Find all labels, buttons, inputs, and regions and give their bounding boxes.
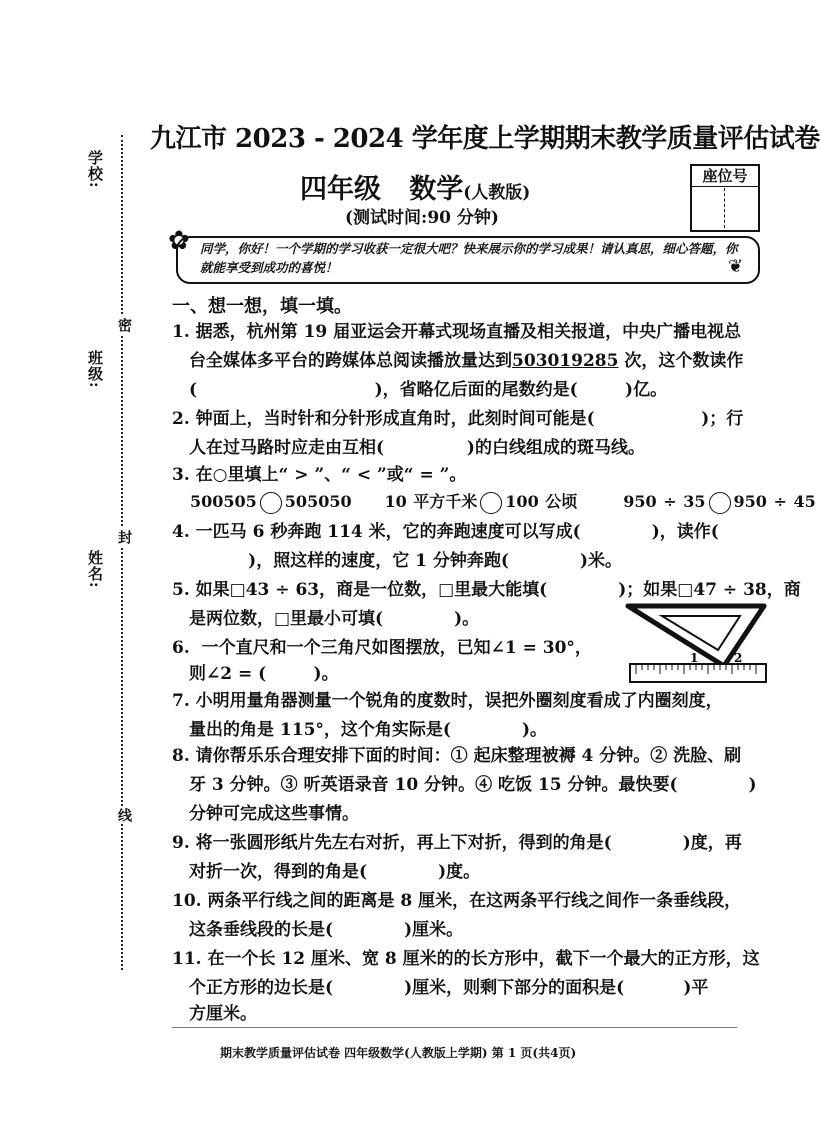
- compare-circle-3[interactable]: [709, 492, 731, 514]
- seal-mark-xian: 线: [116, 808, 132, 822]
- q5-line1[interactable]: 5. 如果□43 ÷ 63，商是一位数，□里最大能填( )；如果□47 ÷ 38，商: [172, 580, 801, 600]
- q6-line1: 6. 一个直尺和一个三角尺如图摆放，已知∠1 = 30°，: [172, 638, 592, 658]
- q8-line1: 8. 请你帮乐乐合理安排下面的时间：① 起床整理被褥 4 分钟。② 洗脸、刷: [172, 746, 742, 766]
- flower-icon: ✿: [168, 226, 190, 256]
- q1-text-a: 台全媒体多平台的跨媒体总阅读播放量达到: [189, 351, 512, 371]
- q3-a3: 950 ÷ 35: [623, 492, 706, 511]
- q3-b2: 100 公顷: [505, 492, 578, 511]
- leaf-icon: ❦: [728, 256, 744, 277]
- page-title: 九江市 2023 - 2024 学年度上学期期末教学质量评估试卷: [150, 124, 820, 154]
- q3-b3: 950 ÷ 45: [733, 492, 816, 511]
- test-time: (测试时间:90 分钟): [345, 208, 499, 228]
- q3-compare-row: [190, 489, 816, 514]
- q1-line2: [172, 347, 789, 376]
- class-label: 班级:: [86, 350, 104, 389]
- q8-line3: 分钟可完成这些事情。: [189, 804, 359, 824]
- angle-label-1: 1: [690, 651, 699, 665]
- angle-label-2: 2: [734, 651, 743, 665]
- q5-line2[interactable]: 是两位数，□里最小可填( )。: [189, 609, 480, 629]
- q3-line1: 3. 在○里填上“ > ”、“ < ”或“ = ”。: [172, 465, 467, 485]
- edition: (人教版): [463, 183, 531, 203]
- q3-b1: 505050: [284, 492, 352, 511]
- seat-label: 座位号: [692, 166, 758, 187]
- ruler-triangle-figure: [628, 604, 768, 686]
- q11-line1: 11. 在一个长 12 厘米、宽 8 厘米的的长方形中，截下一个最大的正方形，这: [172, 949, 760, 969]
- straight-ruler: [630, 664, 766, 682]
- q7-line2[interactable]: 量出的角是 115°，这个角实际是( )。: [189, 720, 548, 740]
- q3-a2: 10 平方千米: [384, 492, 478, 511]
- q7-line1: 7. 小明用量角器测量一个锐角的度数时，误把外圈刻度看成了内圈刻度，: [172, 691, 723, 711]
- compare-circle-2[interactable]: [480, 492, 502, 514]
- q9-line2[interactable]: 对折一次，得到的角是( )度。: [189, 862, 481, 882]
- q4-line1[interactable]: 4. 一匹马 6 秒奔跑 114 米，它的奔跑速度可以写成( )，读作(: [172, 522, 719, 542]
- q10-line2[interactable]: 这条垂线段的长是( )厘米。: [189, 920, 464, 940]
- seat-divider: [724, 188, 725, 228]
- q3-a1: 500505: [190, 492, 257, 511]
- subtitle: [300, 167, 530, 206]
- q2-line1[interactable]: 2. 钟面上，当时针和分针形成直角时，此刻时间可能是( )；行: [172, 409, 744, 429]
- section-title: 一、想一想，填一填。: [172, 296, 352, 317]
- name-label: 姓名:: [86, 550, 104, 589]
- q1-line3[interactable]: ( )，省略亿后面的尾数约是( )亿。: [189, 380, 668, 400]
- school-label: 学校:: [86, 150, 104, 189]
- q8-line2[interactable]: 牙 3 分钟。③ 听英语录音 10 分钟。④ 吃饭 15 分钟。最快要( ): [189, 775, 757, 795]
- q4-line2[interactable]: )，照这样的速度，它 1 分钟奔跑( )米。: [189, 551, 623, 571]
- q11-line3: 方厘米。: [189, 1004, 257, 1024]
- q2-line2[interactable]: 人在过马路时应走由互相( )的白线组成的斑马线。: [189, 438, 645, 458]
- banner-text: 同学，你好！一个学期的学习收获一定很大吧？快来展示你的学习成果！请认真思，细心答题，你就能享受到成功的喜悦！: [200, 241, 738, 275]
- seal-mark-mi: 密: [116, 318, 132, 332]
- compare-circle-1[interactable]: [260, 492, 282, 514]
- seal-mark-feng: 封: [116, 530, 132, 544]
- q1-number: 503019285: [512, 351, 619, 371]
- binding-dotted-line: [121, 135, 123, 970]
- page-footer: 期末教学质量评估试卷 四年级数学(人教版上学期) 第 1 页(共4页): [220, 1046, 577, 1060]
- q1-line1: 1. 据悉，杭州第 19 届亚运会开幕式现场直播及相关报道，中央广播电视总: [172, 322, 742, 342]
- footer-divider: [172, 1027, 737, 1028]
- q6-line2[interactable]: 则∠2 = ( )。: [189, 664, 339, 684]
- q9-line1[interactable]: 9. 将一张圆形纸片先左右对折，再上下对折，得到的角是( )度，再: [172, 833, 742, 853]
- q11-line2[interactable]: 个正方形的边长是( )厘米，则剩下部分的面积是( )平: [189, 978, 709, 998]
- q10-line1: 10. 两条平行线之间的距离是 8 厘米，在这两条平行线之间作一条垂线段，: [172, 891, 742, 911]
- q1-text-b: 次，这个数读作: [618, 351, 744, 371]
- seat-number-box[interactable]: [690, 164, 760, 232]
- subject: 数学: [409, 174, 464, 205]
- grade: 四年级: [300, 174, 381, 205]
